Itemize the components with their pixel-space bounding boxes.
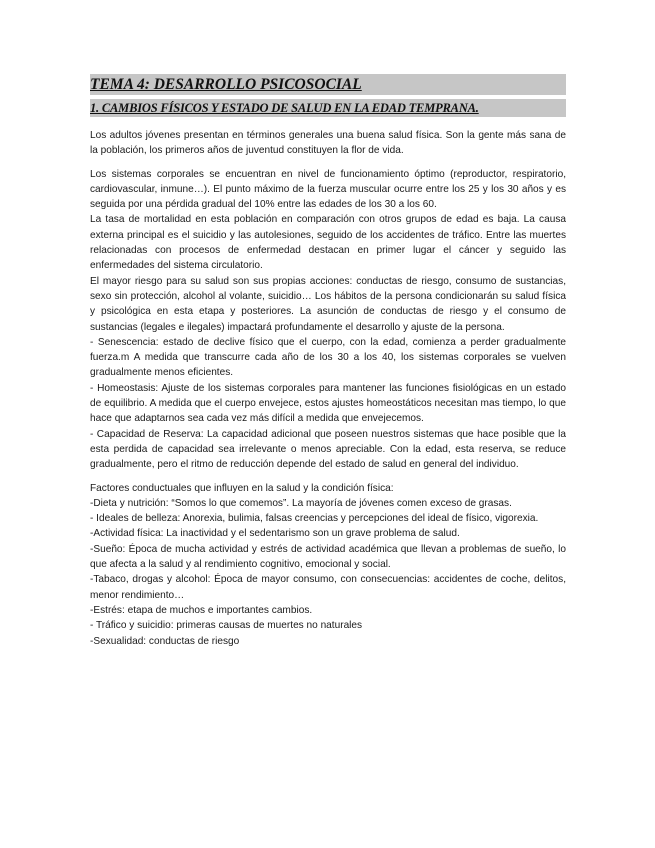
paragraph-intro: Los adultos jóvenes presentan en términos generales una buena salud física. Son la gente más sana de la población, los primeros años de juventud constituyen la flor de vida. [90, 130, 566, 157]
paragraph-senescence: - Senescencia: estado de declive físico que el cuerpo, con la edad, comienza a perder gradualmente fuerza.m A medida que transcurre cada año de los 30 a los 40, los sistemas corporales se vuelven gradualmente menos eficientes. [90, 336, 566, 379]
document-content [90, 74, 566, 649]
list-item: -Actividad física: La inactividad y el sedentarismo son un grave problema de salud. [90, 528, 460, 540]
paragraph-reserve-capacity: - Capacidad de Reserva: La capacidad adicional que poseen nuestros sistemas que hace posible que la esta perdida de capacidad sea irrelevante o menos apreciable. Con la edad, esta reserva, se reduce gradualmente, pero el ritmo de reducción depende del estado de salud en general del individuo. [90, 428, 566, 471]
list-item: -Sexualidad: conductas de riesgo [90, 635, 240, 647]
list-item: -Sueño: Época de mucha actividad y estrés de actividad académica que llevan a problemas de sueño, lo que afecta a la salud y al rendimiento cognitivo, emocional y social. [90, 543, 566, 571]
factors-list [90, 496, 566, 649]
list-item: -Estrés: etapa de muchos e importantes cambios. [90, 604, 313, 616]
paragraph-risk: El mayor riesgo para su salud son sus propias acciones: conductas de riesgo, consumo de sustancias, sexo sin protección, alcohol al volante, suicidio… Los hábitos de la persona condicionarán su salud física y psicológica en esta etapa y posteriores. La asunción de conductas de riesgo y el consumo de sustancias (legales e ilegales) impactará profundamente el desarrollo y ajuste de la persona. [90, 275, 566, 333]
list-item: - Ideales de belleza: Anorexia, bulimia, falsas creencias y percepciones del ideal de físico, vigorexia. [90, 513, 539, 525]
list-item: -Tabaco, drogas y alcohol: Época de mayor consumo, con consecuencias: accidentes de coche, delitos, menor rendimiento… [90, 574, 566, 601]
list-item: -Dieta y nutrición: “Somos lo que comemos”. La mayoría de jóvenes comen exceso de grasas. [90, 497, 512, 509]
paragraph-body-systems: Los sistemas corporales se encuentran en nivel de funcionamiento óptimo (reproductor, respiratorio, cardiovascular, inmune…). El punto máximo de la fuerza muscular ocurre entre los 25 y los 30 años y es seguida por una pérdida gradual del 10% entre las edades de los 30 a los 60. [90, 168, 566, 211]
paragraph-homeostasis: - Homeostasis: Ajuste de los sistemas corporales para mantener las funciones fisiológicas en un estado de equilibrio. A medida que el cuerpo envejece, estos ajustes homeostáticos necesitan mas tiempo, lo que hace que adaptarnos sea cada vez más difícil a medida que envejecemos. [90, 382, 566, 425]
factors-intro: Factores conductuales que influyen en la salud y la condición física: [90, 482, 394, 494]
section-heading: 1. CAMBIOS FÍSICOS Y ESTADO DE SALUD EN LA EDAD TEMPRANA. [90, 99, 566, 117]
page-title: TEMA 4: DESARROLLO PSICOSOCIAL [90, 74, 566, 95]
paragraph-mortality: La tasa de mortalidad en esta población en comparación con otros grupos de edad es baja. La causa externa principal es el suicidio y las autolesiones, seguido de los accidentes de tráfico. Entre las muertes relacionadas con procesos de enfermedad destacan en primer lugar el cáncer y seguido las enfermedades del sistema circulatorio. [90, 214, 566, 272]
list-item: - Tráfico y suicidio: primeras causas de muertes no naturales [90, 620, 363, 632]
